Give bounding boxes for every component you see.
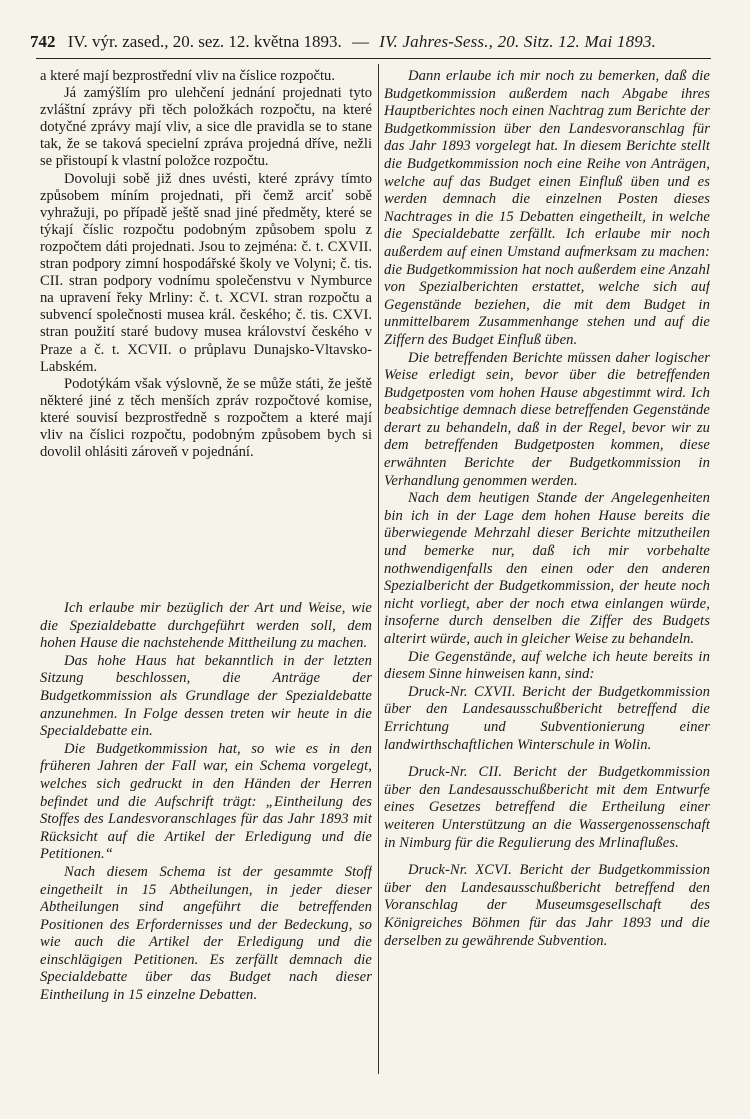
right-column-german [384,68,710,1078]
paragraph: Nach diesem Schema ist der gesammte Stoff eingetheilt in 15 Abtheilungen, in jeder dieser Abtheilungen sind angeführt die betreffenden Positionen des Erfordernisses und der Bedeckung, so wie auch die Artikel der Erledigung und die einschlägigen Petitionen. Es zerfällt demnach die Specialdebatte über das Budget nach dieser Eintheilung in 15 einzelne Debatten. [40,863,372,1004]
left-column-german [40,600,372,1080]
paragraph: Nach dem heutigen Stande der Angelegenheiten bin ich in der Lage dem hohen Hause bereits die überwiegende Mehrzahl dieser Berichte mitzutheilen und bemerke nur, daß ich mir vorbehalte nothwendigenfalls den einen oder den anderen Spezialbericht der Budgetkommission, der heute noch nicht vorliegt, aber der noch etwa einlangen würde, insoferne durch denselben die Ziffer des Budgets alterirt würde, auch in gleicher Weise zu behandeln. [384,490,710,647]
paragraph: Podotýkám však výslovně, že se může státi, že ještě některé jiné z těch menších zpráv rozpočtové komise, které souvisí bezprostředně s rozpočtem a které mají vliv na číslici rozpočtu, podobným způsobem bych si dovolil ohlásiti zároveň v pojednání. [40,375,372,461]
paragraph: Dann erlaube ich mir noch zu bemerken, daß die Budgetkommission außerdem nach Abgabe ihres Hauptberichtes noch einen Nachtrag zum Berichte der Budgetkommission über den Landesvoranschlag für das Jahr 1893 vorgelegt hat. In diesem Berichte stellt die Budgetkommission noch eine Reihe von Anträgen, welche auf das Budget einen Einfluß üben und es werden demnach die einzelnen Posten dieses Nachtrages in die 15 Debatten eingetheilt, in welche die Specialdebatte zerfällt. Ich erlaube mir noch außerdem auf einen Umstand aufmerksam zu machen: die Budgetkommission hat noch außerdem eine Anzahl von Spezialberichten erstattet, welche sich auf Gegenstände beziehen, die mit dem Budget in unmittelbarem Zusammenhange stehen und auf die Ziffern des Budget Einfluß üben. [384,68,710,348]
header-rule [36,58,711,59]
paragraph: Druck-Nr. CXVII. Bericht der Budgetkommission über den Landesausschußbericht betreffend die Errichtung und Subventionierung einer landwirthschaftlichen Winterschule in Wolin. [384,683,710,753]
page-header [30,30,710,54]
paragraph: Die Budgetkommission hat, so wie es in den früheren Jahren der Fall war, ein Schema vorgelegt, welches sich gedruckt in den Händen der Herren befindet und die Aufschrift trägt: „Eintheilung des Stoffes des Landesvoranschlages für das Jahr 1893 mit Rücksicht auf die Artikel der Erledigung und die Petitionen.“ [40,740,372,863]
left-column-czech [40,68,372,598]
paragraph: Druck-Nr. XCVI. Bericht der Budgetkommission über den Landesausschußbericht betreffend den Voranschlag der Museumsgesellschaft des Königreiches Böhmen für das Jahr 1893 und die derselben zu gewährende Subvention. [384,862,710,949]
paragraph: Ich erlaube mir bezüglich der Art und Weise, wie die Spezialdebatte durchgeführt werden soll, dem hohen Hause die nachstehende Mittheilung zu machen. [40,600,372,652]
header-german: IV. Jahres-Sess., 20. Sitz. 12. Mai 1893. [379,32,657,51]
paragraph: Die Gegenstände, auf welche ich heute bereits in diesem Sinne hinweisen kann, sind: [384,648,710,683]
header-separator: — [352,32,369,51]
paragraph: Druck-Nr. CII. Bericht der Budgetkommission über den Landesausschußbericht mit dem Entwurfe eines Gesetzes betreffend die Ertheilung einer weiteren Unterstützung an die Wassergenossenschaft in Nimburg für die Regulierung des Mrlinaflußes. [384,764,710,851]
paragraph: Die betreffenden Berichte müssen daher logischer Weise erledigt sein, bevor über die betreffenden Budgetposten vom hohen Hause abgestimmt wird. Ich beabsichtige demnach diese betreffenden Gegenstände derart zu behandeln, daß in der Regel, bevor wir zu dem betreffenden Budgetposten kommen, diese erwähnten Berichte der Budgetkommission in Verhandlung genommen werden. [384,349,710,489]
page-number: 742 [30,32,56,51]
paragraph: Das hohe Haus hat bekanntlich in der letzten Sitzung beschlossen, die Anträge der Budgetkommission als Grundlage der Spezialdebatte anzunehmen. In Folge dessen treten wir heute in die Specialdebatte ein. [40,652,372,740]
paragraph: Dovoluji sobě již dnes uvésti, které zprávy tímto způsobem míním projednati, při čemž arciť sobě vyhražuji, po případě ještě snad jiné předměty, které se týkají číslic rozpočtu podobným způsobem spolu z rozpočtem dáti projednati. Jsou to zejména: č. t. CXVII. stran podpory zimní hospodářské školy ve Volyni; č. tis. CII. stran podpory vodnímu společenstvu v Nymburce na upravení řeky Mrliny: č. t. XCVI. stran rozpočtu a subvencí společnosti musea král. českého; č. tis. CXVI. stran použití staré budovy musea království českého v Praze a č. t. XCVII. o průplavu Dunajsko-Vltavsko-Labském. [40,170,372,375]
paragraph: Já zamýšlím pro ulehčení jednání projednati tyto zvláštní zprávy při těch položkách rozpočtu, na které dotyčné zprávy mají vliv, a sice dle pravidla se to stane tak, že se taková specielní zpráva projedná dříve, nežli se přistoupí k vlastní položce rozpočtu. [40,85,372,170]
header-czech: IV. výr. zased., 20. sez. 12. května 1893. [67,32,342,51]
column-divider [378,64,379,1074]
paragraph: a které mají bezprostřední vliv na číslice rozpočtu. [40,68,336,84]
